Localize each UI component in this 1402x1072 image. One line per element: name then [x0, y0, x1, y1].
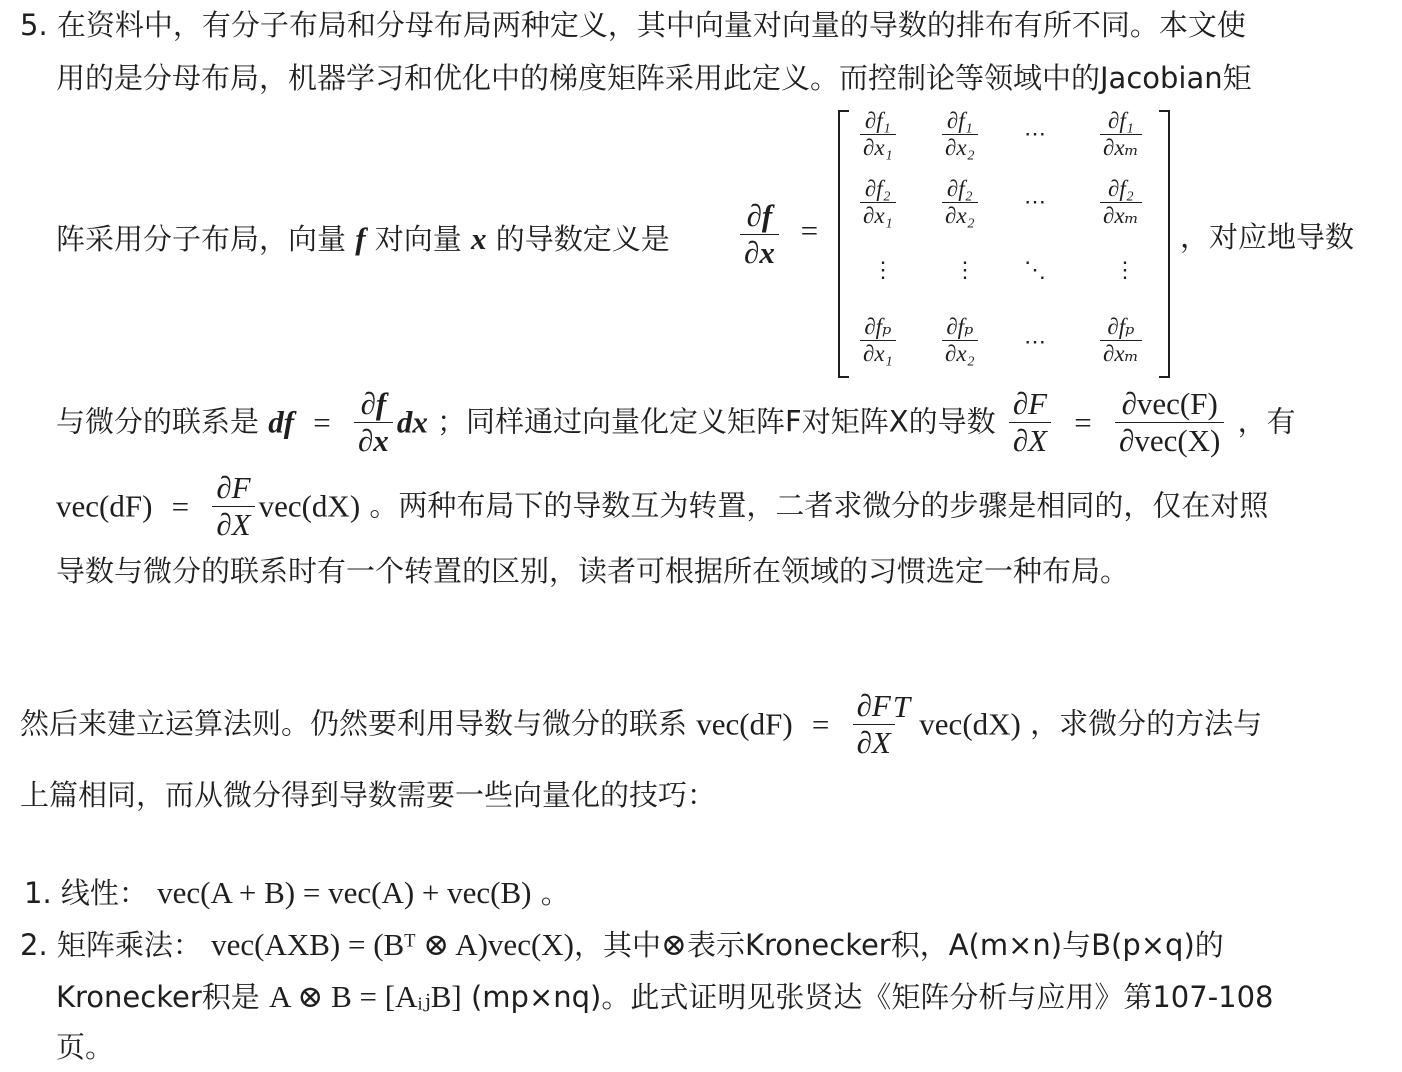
list-item-2: 2. 矩阵乘法： vec(AXB) = (Bᵀ ⊗ A)vec(X)，其中⊗表示Kronecker积，A(m×n)与B(p×q)的 [20, 927, 1224, 962]
matrix-right-bracket [1159, 110, 1170, 378]
para2-text-1a: 然后来建立运算法则。仍然要利用导数与微分的联系 [20, 706, 688, 741]
jacobian-matrix [838, 108, 1170, 376]
item5-number: 5. [20, 8, 48, 42]
para2-text-1b: ，求微分的方法与 [1030, 706, 1263, 741]
matrix-cell-r2c1: $\frac{\text{∂f₂}}{\text{∂x₁}}$ [856, 176, 900, 229]
para2-line1: 然后来建立运算法则。仍然要利用导数与微分的联系 vec(dF) = $\frac{\partial F}{\partial X}$ $^T$ vec(dX) ，求微分的方法与 [20, 688, 1263, 760]
matrix-cell-r2cm: $\frac{\text{∂f₂}}{\text{∂xₘ}}$ [1096, 176, 1146, 229]
math-f: f [355, 221, 366, 256]
kron-formula: vec(AXB) = (Bᵀ ⊗ A)vec(X) [211, 927, 574, 962]
para2-line2: 上篇相同，而从微分得到导数需要一些向量化的技巧： [20, 778, 717, 812]
matrix-hdots-r2: ⋯ [1024, 190, 1046, 215]
item5-text-3a: 阵采用分子布局，向量 [56, 222, 347, 256]
matrix-hdots-rp: ⋯ [1024, 330, 1046, 355]
matrix-cell-r1cm: $\frac{\text{∂f₁}}{\text{∂xₘ}}$ [1096, 108, 1146, 161]
equals-sign: = [800, 213, 819, 249]
matrix-cell-r1c2: $\frac{\text{∂f₁}}{\text{∂x₂}}$ [938, 108, 982, 161]
list-item-2-line2: Kronecker积是 A ⊗ B = [AᵢⱼB] (mp×nq)。此式证明见张贤达《矩阵分析与应用》第107-108 [56, 979, 1274, 1014]
matrix-cell-rpc1: $\frac{\text{∂fₚ}}{\text{∂x₁}}$ [856, 314, 900, 367]
item5-line2: 用的是分母布局，机器学习和优化中的梯度矩阵采用此定义。而控制论等领域中的Jacobian矩 [56, 61, 1252, 95]
item5-text-3c: 的导数定义是 [495, 222, 670, 256]
matrix-left-bracket [838, 110, 849, 378]
kron-def: A ⊗ B = [AᵢⱼB] [268, 979, 462, 1014]
item5-text-4a: 与微分的联系是 [56, 404, 260, 439]
item5-line1 [20, 8, 1246, 43]
matrix-cell-r2c2: $\frac{\text{∂f₂}}{\text{∂x₂}}$ [938, 176, 982, 229]
item5-text-3d: ，对应地导数 [1180, 220, 1355, 254]
matrix-cell-rpcm: $\frac{\text{∂fₚ}}{\text{∂xₘ}}$ [1096, 314, 1146, 367]
item5-text-5: 。两种布局下的导数互为转置，二者求微分的步骤是相同的，仅在对照 [369, 488, 1269, 523]
item5-line4: 与微分的联系是 df = $\frac{\partial f}{\partial x}$ dx ；同样通过向量化定义矩阵F对矩阵X的导数 $\frac{\partial F}{\partial X}$ = $\frac{\text{∂vec(F)}}{\text{∂vec(X)}}$ ，有 [56, 386, 1296, 458]
matrix-cell-r1c1: $\frac{\text{∂f₁}}{\text{∂x₁}}$ [856, 108, 900, 161]
item5-text-4b: ；同样通过向量化定义矩阵F对矩阵X的导数 [437, 404, 996, 439]
matrix-ddots: ⋱ [1024, 258, 1046, 283]
item5-line6: 导数与微分的联系时有一个转置的区别，读者可根据所在领域的习惯选定一种布局。 [56, 554, 1130, 588]
item5-line3 [56, 220, 670, 257]
matrix-vdots-c1: ⋮ [872, 258, 894, 283]
list-item-1: 1. 线性： vec(A + B) = vec(A) + vec(B) 。 [24, 875, 570, 910]
frac-num: ∂f [746, 198, 773, 233]
math-dx: dx [396, 404, 428, 440]
matrix-vdots-cm: ⋮ [1114, 258, 1136, 283]
matrix-cell-rpc2: $\frac{\text{∂fₚ}}{\text{∂x₂}}$ [938, 314, 982, 367]
matrix-vdots-c2: ⋮ [954, 258, 976, 283]
item5-text-3b: 对向量 [374, 222, 462, 256]
item5-text-4c: ，有 [1237, 404, 1296, 439]
jacobian-fraction [736, 198, 828, 270]
math-x: x [471, 221, 487, 256]
linear-formula: vec(A + B) = vec(A) + vec(B) [157, 875, 532, 910]
frac-den: ∂x [740, 234, 779, 271]
matrix-hdots-r1: ⋯ [1024, 122, 1046, 147]
list-item-2-line3: 页。 [56, 1030, 115, 1064]
math-df: df [268, 404, 295, 440]
item5-text-1: 在资料中，有分子布局和分母布局两种定义，其中向量对向量的导数的排布有所不同。本文使 [56, 8, 1246, 42]
item5-line5: vec(dF) = $\frac{\partial F}{\partial X}$ vec(dX) 。两种布局下的导数互为转置，二者求微分的步骤是相同的，仅在对照 [56, 470, 1269, 542]
